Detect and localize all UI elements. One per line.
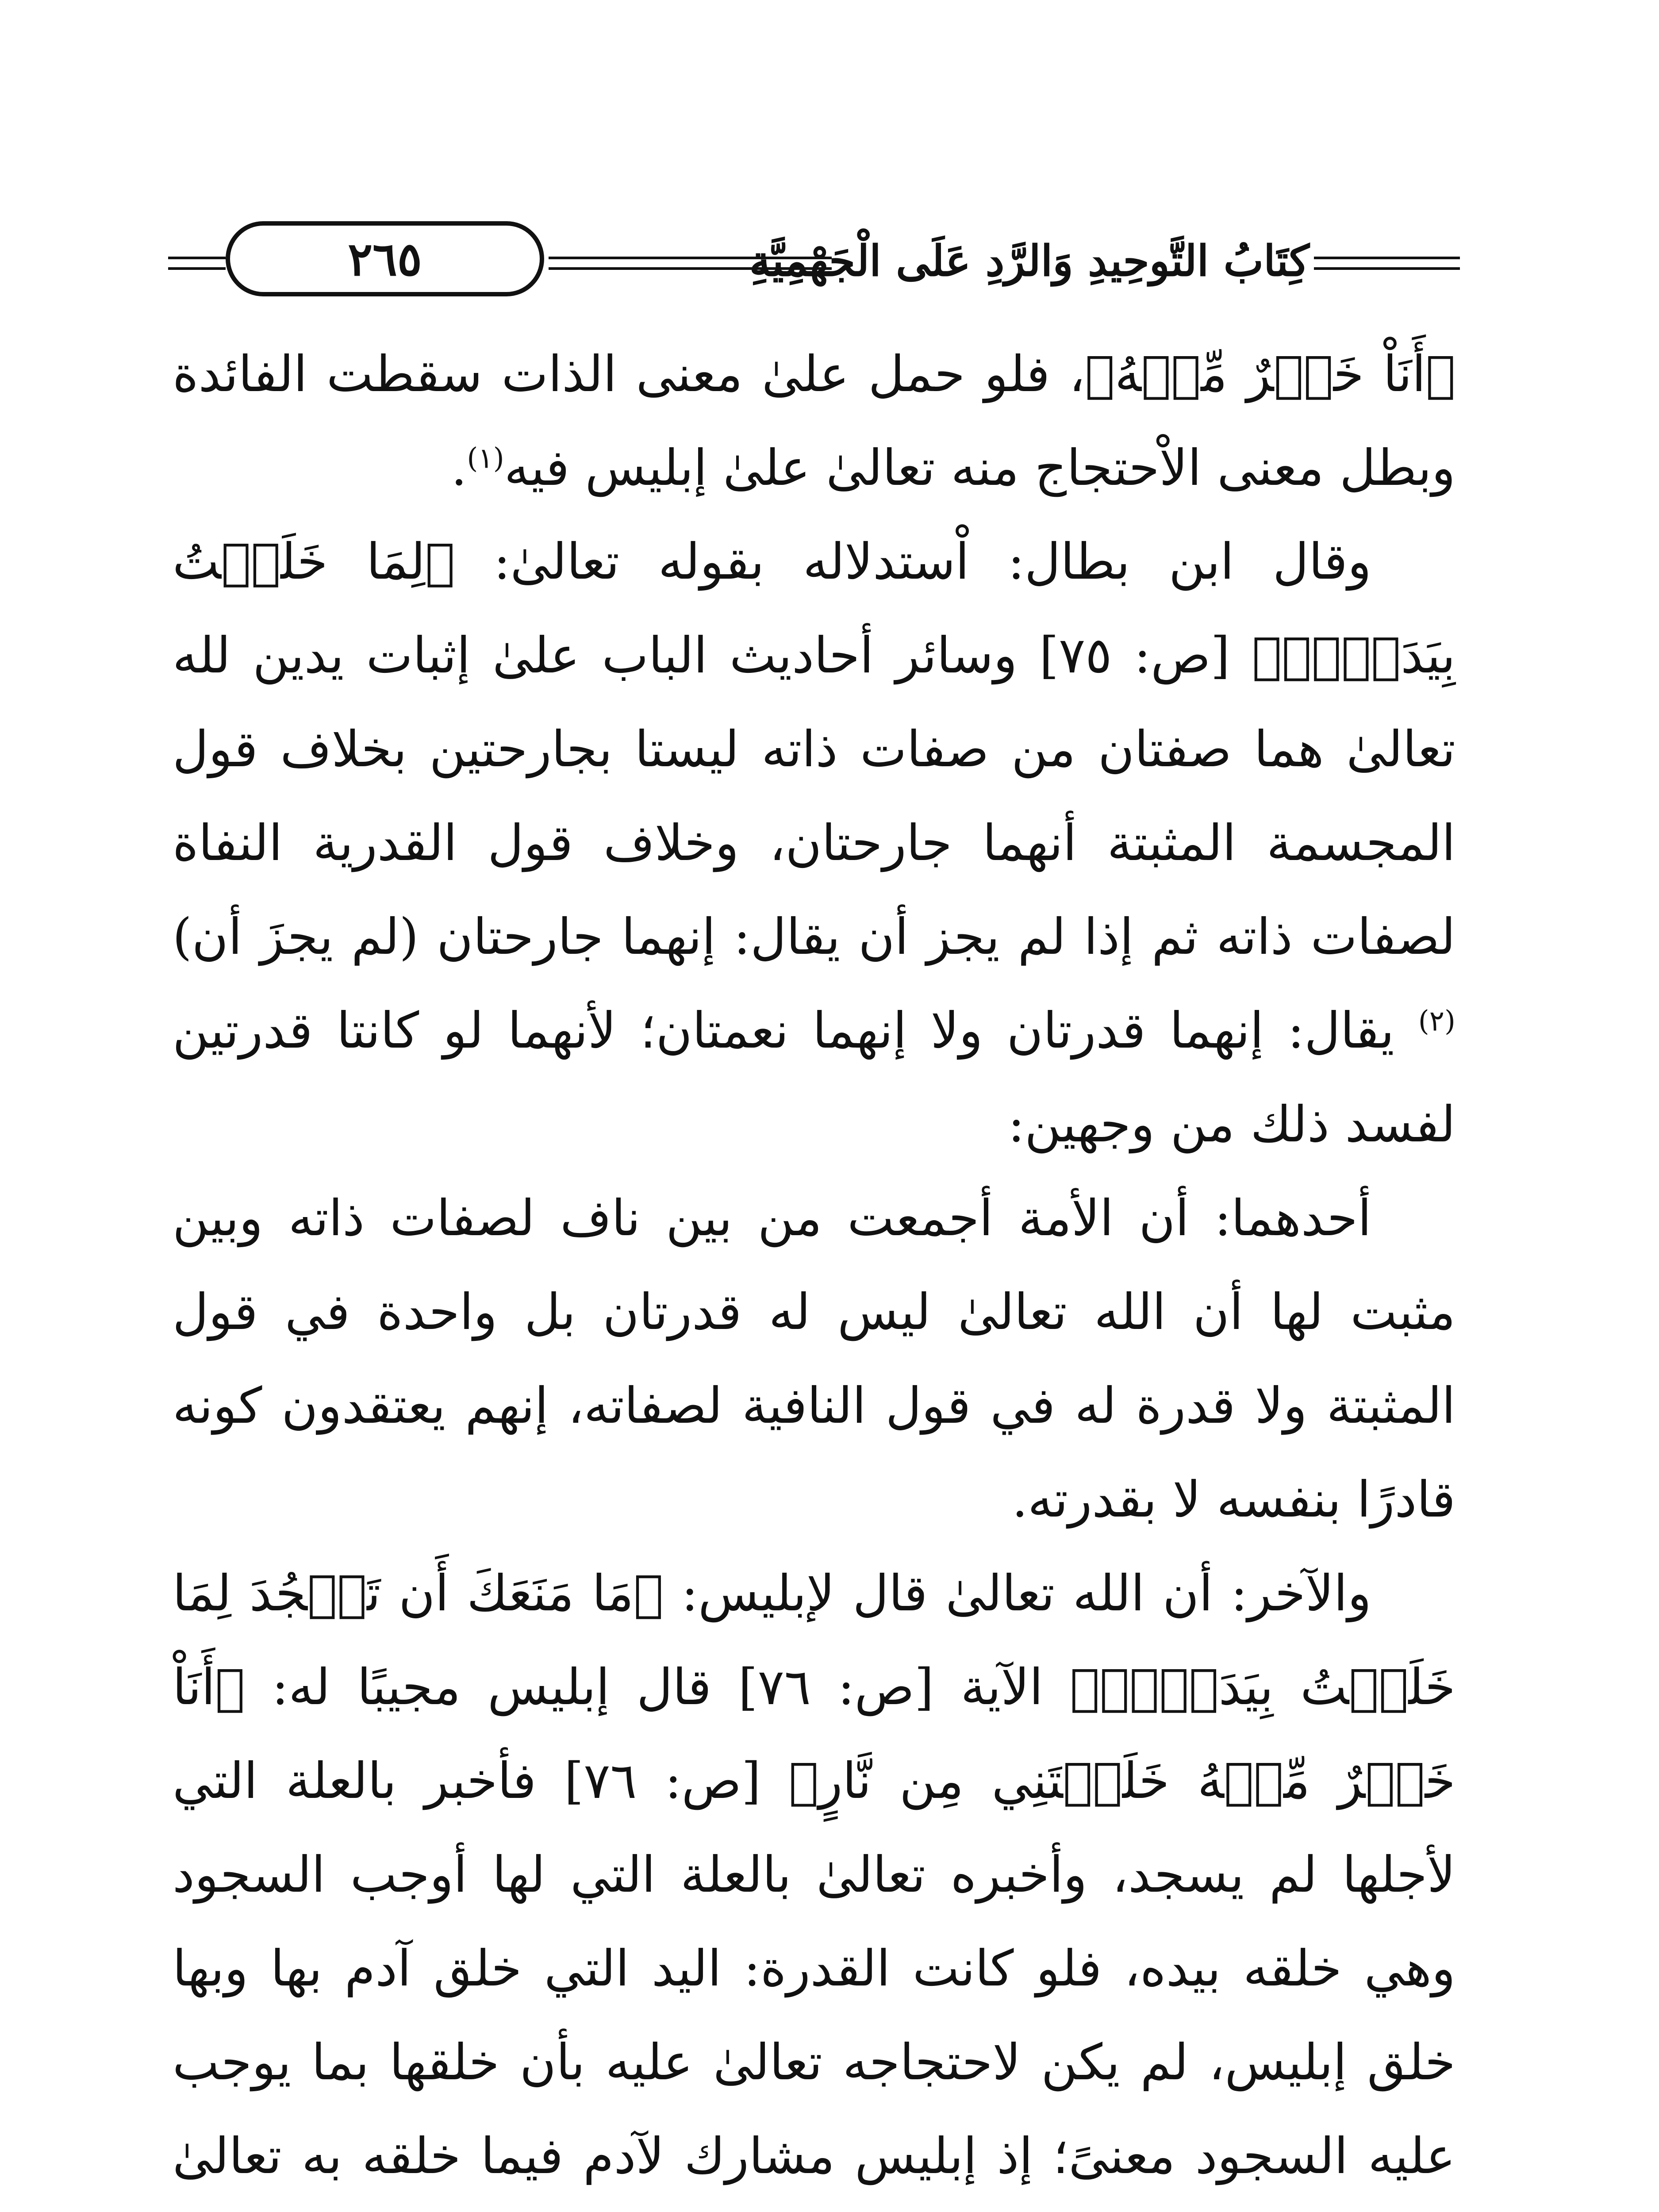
paragraph-2-text: وقال ابن بطال: اْستدلاله بقوله تعالىٰ: ﴿لِمَا خَلَقۡتُ بِيَدَيَّۖ﴾ [ص: ٧٥] وسائر أحاديث الباب علىٰ إثبات يدين لله تعالىٰ هما صفتان من صفات ذاته ليستا بجارحتين بخلاف قول المجسمة المثبتة أنهما جارحتان، وخلاف قول القدرية النفاة لصفات ذاته ثم إذا لم يجز أن يقال: إنهما جارحتان (لم يجزَ أن) — [173, 533, 1455, 966]
paragraph-1-tail: . — [451, 439, 467, 497]
paragraph-3-text: أحدهما: أن الأمة أجمعت من بين ناف لصفات ذاته وبين مثبت لها أن الله تعالىٰ ليس له قدرتان بل واحدة في قول المثبتة ولا قدرة له في قول النافية لصفاته، إنهم يعتقدون كونه قادرًا بنفسه لا بقدرته. — [173, 1190, 1455, 1528]
paragraph-4 — [173, 1547, 1455, 2212]
main-text — [173, 327, 1455, 2212]
page-number-frame — [226, 221, 544, 296]
running-header — [168, 212, 1460, 310]
page-number: ٢٦٥ — [348, 231, 422, 286]
paragraph-2-tail: يقال: إنهما قدرتان ولا إنهما نعمتان؛ لأنهما لو كانتا قدرتين لفسد ذلك من وجهين: — [173, 1002, 1455, 1153]
footnote-ref-1[interactable]: (١) — [467, 442, 504, 475]
header-rule-left — [168, 257, 226, 270]
paragraph-2 — [173, 515, 1455, 1171]
footnote-ref-2[interactable]: (٢) — [1418, 1005, 1455, 1038]
book-title: كِتَابُ التَّوحِيدِ وَالرَّدِ عَلَى الْجَهْمِيَّةِ — [749, 236, 1310, 286]
paragraph-4-text: والآخر: أن الله تعالىٰ قال لإبليس: ﴿مَا مَنَعَكَ أَن تَسۡجُدَ لِمَا خَلَقۡتُ بِيَدَيَّۖ﴾ الآية [ص: ٧٦] قال إبليس مجيبًا له: ﴿أَنَاْ خَيۡرٌ مِّنۡهُ خَلَقۡتَنِي مِن نَّارٍ﴾ [ص: ٧٦] فأخبر بالعلة التي لأجلها لم يسجد، وأخبره تعالىٰ بالعلة التي لها أوجب السجود وهي خلقه بيده، فلو كانت القدرة: اليد التي خلق آدم بها وبها خلق إبليس، لم يكن لاحتجاجه تعالىٰ عليه بأن خلقها بما يوجب عليه السجود معنىً؛ إذ إبليس مشارك لآدم فيما خلقه به تعالىٰ — [173, 1565, 1456, 2185]
paragraph-1-text: ﴿أَنَاْ خَيۡرٌ مِّنۡهُ﴾، فلو حمل علىٰ معنى الذات سقطت الفائدة وبطل معنى الاْحتجاج منه تعالىٰ علىٰ إبليس فيه — [173, 346, 1455, 497]
paragraph-3 — [173, 1171, 1455, 1547]
header-rule-right — [1314, 257, 1460, 270]
paragraph-1 — [173, 327, 1455, 515]
